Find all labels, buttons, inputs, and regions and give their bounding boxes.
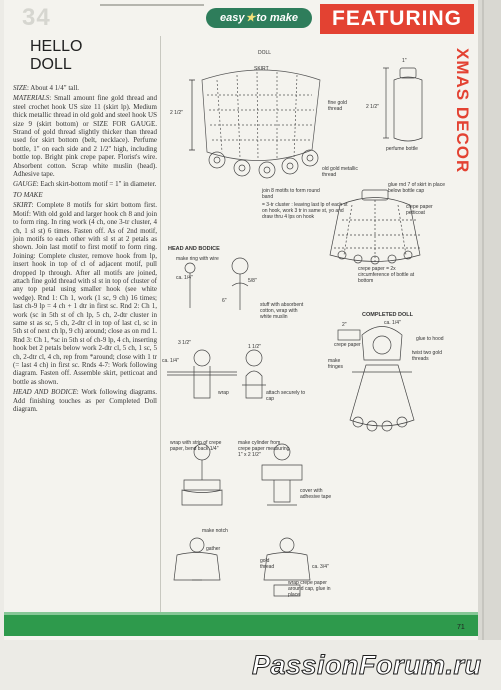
one-half-label: 1 1/2"	[248, 344, 261, 350]
paragraph-size	[13, 84, 157, 92]
crepe-petticoat-label: crepe paper petticoat	[406, 204, 433, 216]
article-body	[13, 84, 157, 415]
crepe-paper-label: crepe paper	[334, 342, 361, 348]
skirt-lace-diagram	[189, 70, 320, 178]
bottle-dimension: 2 1/2"	[366, 104, 379, 110]
para-text: : Work following diagrams. Add finishing touches as per Completed Doll diagram.	[13, 388, 158, 414]
para-text: : Complete 8 motifs for skirt bottom first. Motif: With old gold and larger hook ch 8 and join to form ring. In ring work (4 ch, one 3-tr cluster, 4 ch, 1 sl st) 6 times. Fasten off. As of 2nd motif, join motifs to each other with sl st at 2 petals as shown. Join last motif to first motif to form ring. Joining: Complete cluster, remove hook from lp, insert hook in top of cl of adjacent motif, pull dropped lp through. After all motifs are joined, attach fine gold thread with sl st in top of cluster of any top petal using smaller hook (see white wedge). Rnd 1: Ch 1, work (1 sc, 9 ch) 16 times; last ch-9 lp = 4 ch + 1 dtr in first sc. Rnd 2: Ch 1, work (sc in 5th st of ch lp, 5 ch, 2-dtr cluster in same st as sc, 5 ch, 2-dtr cl in top of last cl, sc in 5th st of next ch lp, 9 ch) around; close as on rnd 1. Rnd 3: Ch 1, *sc in 5th st of ch-9 lp, 4 ch, inserting hook bet 2 petals below work 2-dtr cl, 5 ch, 1 sc, 5 ch, 2-dtr cl, 4 ch, rep from *around; close with 1 tr (= last 4 ch) in first sc. Rnds 4-7: Work following diagram. Fasten off. Assemble skirt, petticoat and bottle as shown.	[13, 201, 157, 386]
five-eighths-label: 5/8"	[248, 278, 257, 284]
six-inch-label: 6"	[222, 298, 227, 304]
join-note: join 8 motifs to form round band	[262, 188, 320, 200]
gold-thread-label: gold thread	[260, 558, 275, 570]
twist-threads-label: twist two gold threads	[412, 350, 443, 362]
two-inch-label: 2"	[342, 322, 347, 328]
paragraph-gauge	[13, 180, 157, 188]
instruction-diagrams	[162, 40, 452, 640]
article-title	[30, 38, 82, 74]
para-lead: MATERIALS	[13, 94, 50, 103]
cover-tape-label: cover with adhesive tape	[300, 488, 332, 500]
folio-number: 71	[457, 624, 465, 631]
para-lead: SKIRT	[13, 201, 32, 210]
skirt-label: SKIRT	[254, 66, 269, 72]
make-notch-label: make notch	[202, 528, 228, 534]
old-gold-label: old gold metallic thread	[322, 166, 358, 178]
para-text: : Each skirt-bottom motif = 1" in diameter.	[36, 180, 157, 189]
page-edge-line	[482, 0, 484, 640]
para-lead: GAUGE	[13, 180, 37, 189]
make-fringes-label: make fringes	[328, 358, 344, 370]
badge-text: easy	[220, 12, 245, 24]
vertical-title: XMAS DECOR	[453, 48, 472, 174]
glue-hood-label: glue to hood	[416, 336, 444, 342]
paragraph-head-bodice	[13, 388, 157, 413]
para-text: : Small amount fine gold thread and steel crochet hook US size 11 (skirt lp). Medium thick metallic thread in old gold and steel hook US size 9 (skirt bottom) or SIZE FOR GAUGE. Strand of gold thread slightly thicker than thread used for skirt bottom (belt, necklace). Perfume bottle, 1" on each side and 2 1/2" high, including bottle top. Bright pink crepe paper. Florist's wire. Absorbent cotton. Scrap white muslin (head). Adhesive tape.	[13, 94, 157, 179]
ca-three-quarter-label: ca. 3/4"	[312, 564, 329, 570]
completed-doll-heading: COMPLETED DOLL	[362, 312, 414, 318]
wrap-strip-label: wrap with strip of crepe paper, bend back 1/4"	[170, 440, 222, 452]
paragraph-materials	[13, 94, 157, 178]
body-arms-diagram	[167, 350, 266, 398]
glue-rnd-note: glue rnd 7 of skirt in place below bottle cap	[388, 182, 445, 194]
cluster-note: = 3-tr cluster : leaving last lp of each st on hook, work 3 tr in same st, yo and draw thru 4 lps on hook	[262, 202, 348, 220]
paragraph-to-make	[13, 191, 157, 199]
wrap-crepe-label: wrap crepe paper around cap, glue in place	[288, 580, 331, 598]
para-lead: TO MAKE	[13, 190, 43, 199]
stuff-note: stuff with absorbent cotton, wrap with white muslin	[260, 302, 304, 320]
perfume-bottle-label: perfume bottle	[386, 146, 418, 152]
title-line-2: DOLL	[30, 56, 72, 73]
wrap-label: wrap	[218, 390, 229, 396]
watermark: PassionForum.ru	[252, 650, 482, 680]
bottle-dimension-2: 1"	[402, 58, 407, 64]
paragraph-skirt	[13, 201, 157, 386]
para-text: : About 4 1/4" tall.	[27, 84, 80, 92]
badge-text-2: to make	[256, 12, 298, 24]
footer-bar	[4, 615, 478, 636]
header-rule	[100, 4, 204, 6]
doll-label: DOLL	[258, 50, 272, 56]
para-lead: HEAD AND BODICE	[13, 388, 77, 397]
attach-cap-label: attach securely to cap	[266, 390, 306, 402]
ca-quarter-label-3: ca. 1/4"	[384, 320, 401, 326]
para-lead: SIZE	[13, 84, 27, 92]
three-half-label: 3 1/2"	[178, 340, 191, 346]
head-bodice-heading: HEAD AND BODICE	[168, 246, 220, 252]
easy-to-make-badge	[206, 8, 312, 28]
page-number: 34	[22, 4, 51, 31]
make-cylinder-label: make cylinder from crepe paper measuring 1" x 2 1/2"	[238, 440, 290, 458]
make-ring-label: make ring with wire	[176, 256, 219, 262]
featuring-banner: FEATURING	[320, 4, 474, 34]
fine-gold-label: fine gold thread	[328, 100, 347, 112]
gather-label: gather	[206, 546, 221, 552]
ca-quarter-label: ca. 1/4"	[176, 275, 193, 281]
wire-ring-diagram	[185, 258, 248, 310]
crepe-note: crepe paper = 2x circumference of bottle at bottom	[358, 266, 415, 284]
perfume-bottle-diagram	[383, 68, 422, 141]
title-line-1: HELLO	[30, 38, 83, 55]
star-icon: ★	[245, 12, 256, 24]
skirt-dimension: 2 1/2"	[170, 110, 183, 116]
ca-quarter-label-2: ca. 1/4"	[162, 358, 179, 364]
